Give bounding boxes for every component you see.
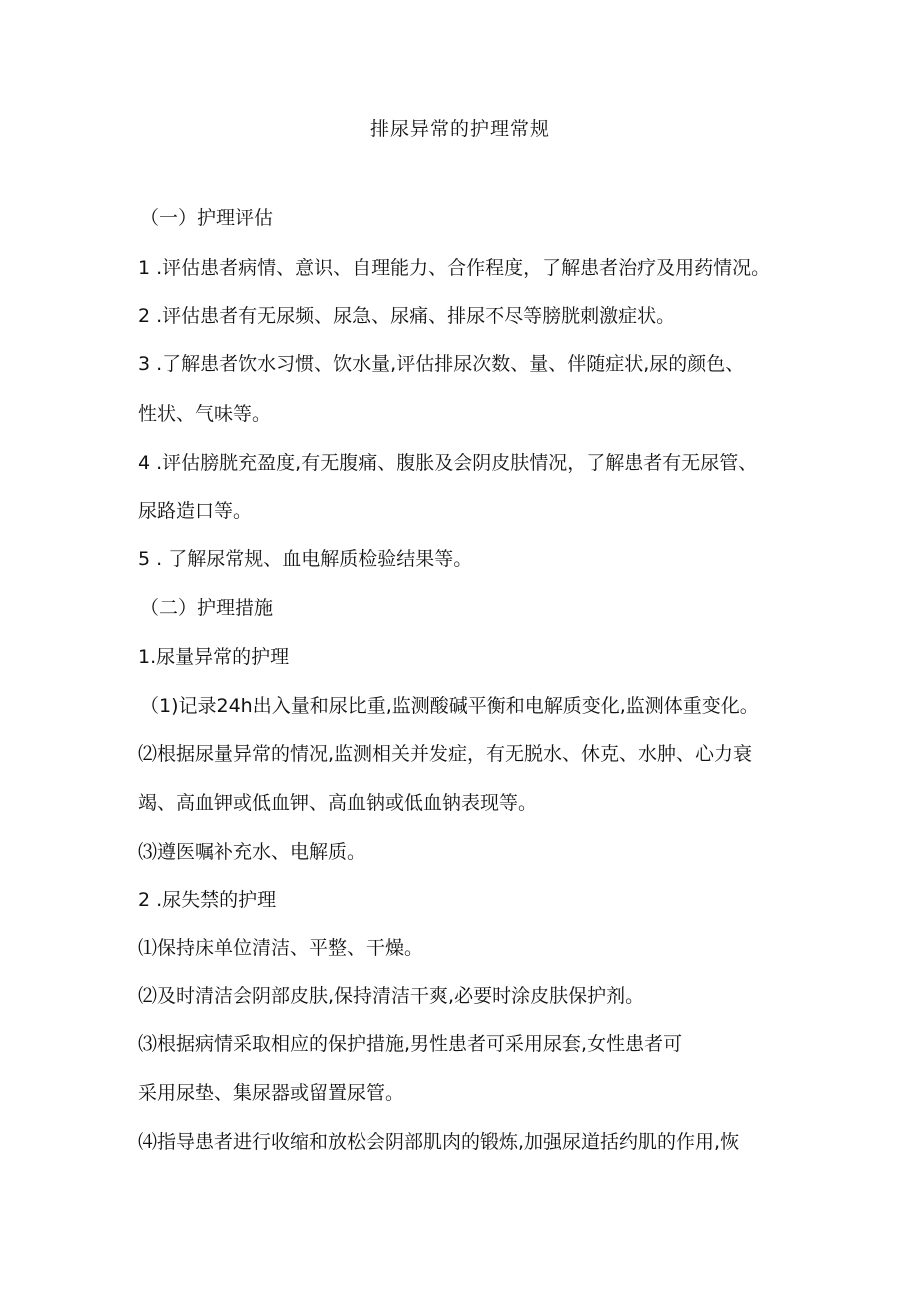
section-heading-assessment: （一）护理评估: [140, 207, 274, 229]
section-heading-measures: （二）护理措施: [140, 597, 274, 619]
paragraph-line: 2 .评估患者有无尿频、尿急、尿痛、排尿不尽等膀胱刺激症状。: [138, 305, 676, 327]
paragraph-line: 尿路造口等。: [138, 500, 253, 522]
paragraph-line: 4 .评估膀胱充盈度,有无腹痛、腹胀及会阴皮肤情况，了解患者有无尿管、: [138, 452, 758, 474]
subheading: 2 .尿失禁的护理: [138, 889, 277, 911]
paragraph-line: ⑷指导患者进行收缩和放松会阴部肌肉的锻炼,加强尿道括约肌的作用,恢: [138, 1131, 740, 1153]
paragraph-line: ⑴保持床单位清洁、平整、干燥。: [138, 937, 424, 959]
paragraph-line: 1 .评估患者病情、意识、自理能力、合作程度，了解患者治疗及用药情况。: [138, 257, 771, 279]
paragraph-line: 采用尿垫、集尿器或留置尿管。: [138, 1082, 405, 1104]
paragraph-line: 3 .了解患者饮水习惯、饮水量,评估排尿次数、量、伴随症状,尿的颜色、: [138, 353, 745, 375]
paragraph-line: 5 . 了解尿常规、血电解质检验结果等。: [138, 548, 473, 570]
paragraph-line: ⑶根据病情采取相应的保护措施,男性患者可采用尿套,女性患者可: [138, 1033, 683, 1055]
paragraph-line: （1)记录24h出入量和尿比重,监测酸碱平衡和电解质变化,监测体重变化。: [140, 695, 759, 717]
paragraph-line: 性状、气味等。: [138, 403, 272, 425]
subheading: 1.尿量异常的护理: [138, 646, 290, 668]
paragraph-line: ⑵根据尿量异常的情况,监测相关并发症，有无脱水、休克、水肿、心力衰: [138, 743, 753, 765]
paragraph-line: ⑵及时清洁会阴部皮肤,保持清洁干爽,必要时涂皮肤保护剂。: [138, 985, 645, 1007]
page-title: 排尿异常的护理常规: [369, 118, 550, 140]
paragraph-line: ⑶遵医嘱补充水、电解质。: [138, 841, 367, 863]
paragraph-line: 竭、高血钾或低血钾、高血钠或低血钠表现等。: [138, 792, 538, 814]
